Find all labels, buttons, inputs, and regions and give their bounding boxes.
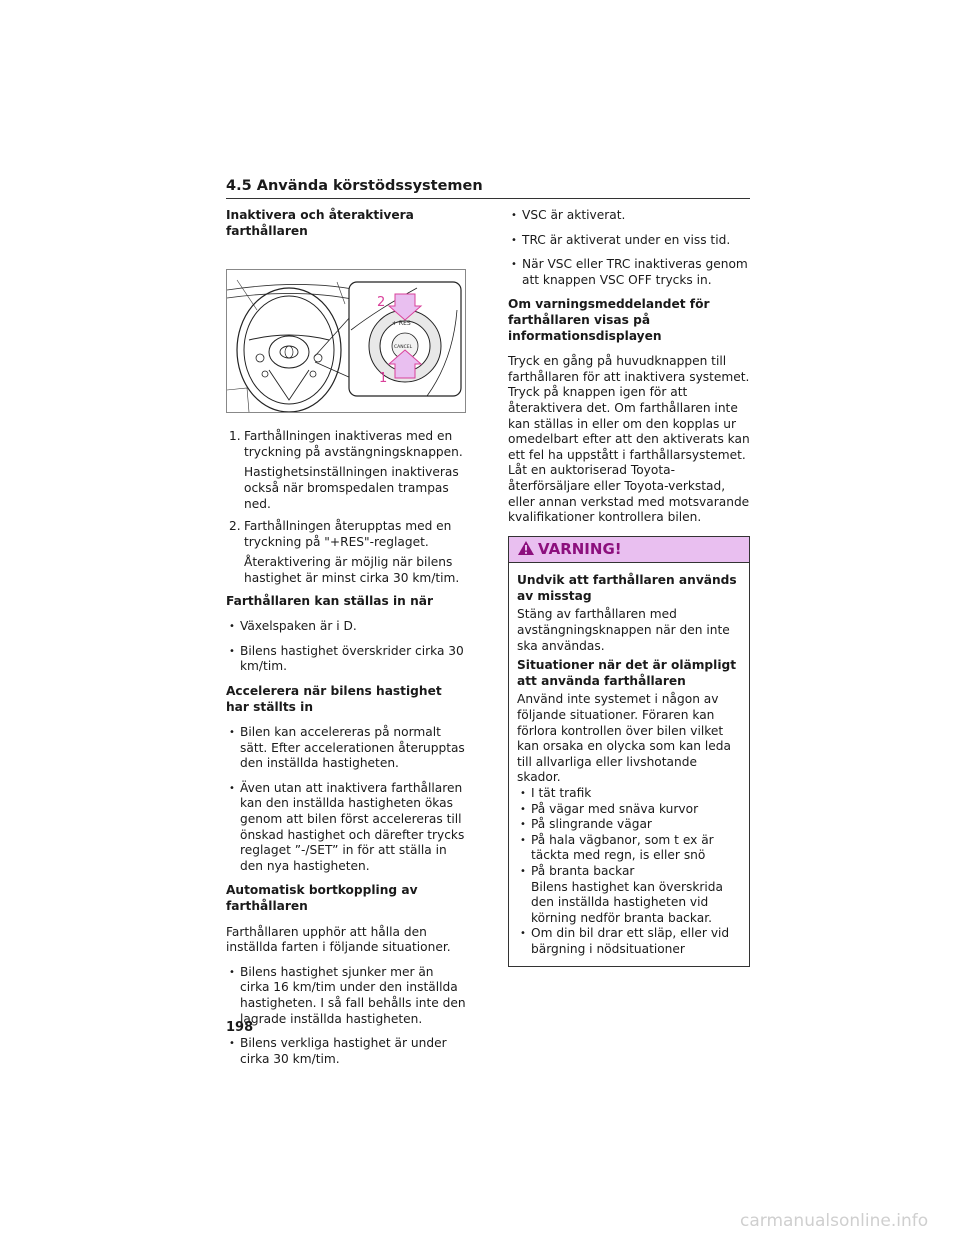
- step-note: Återaktivering är möjlig när bilens hastighet är minst cirka 30 km/tim.: [244, 555, 460, 585]
- step-text: Farthållningen inaktiveras med en tryckning på avstängningsknappen.: [244, 429, 463, 459]
- right-column: [508, 208, 750, 967]
- list-item: • På vägar med snäva kurvor: [517, 802, 741, 818]
- callout-2: 2: [377, 295, 386, 311]
- callout-1: 1: [379, 371, 388, 387]
- list-item: • När VSC eller TRC inaktiveras genom att knappen VSC OFF trycks in.: [508, 257, 750, 288]
- heading-warning-message: Om varningsmeddelandet för farthållaren visas på informationsdisplayen: [508, 297, 710, 343]
- heading-auto-disengage: Automatisk bortkoppling av farthållaren: [226, 883, 418, 914]
- step-note: Hastighetsinställningen inaktiveras också när bromspedalen trampas ned.: [244, 465, 459, 511]
- list-item: • I tät trafik: [517, 786, 741, 802]
- warning-body: [509, 563, 749, 965]
- step-number: 1.: [229, 429, 241, 444]
- warning-text-2: Använd inte systemet i någon av följande situationer. Föraren kan förlora kontrollen över bilen vilket kan orsaka en olycka som kan leda till allvarliga eller livshotande skador.: [517, 692, 731, 785]
- warning-heading-1: Undvik att farthållaren används av misstag: [517, 573, 737, 603]
- warning-text-1: Stäng av farthållaren med avstängningsknappen när den inte ska användas.: [517, 607, 730, 653]
- step-1: [226, 429, 466, 460]
- list-item: • På hala vägbanor, som t ex är täckta med regn, is eller snö: [517, 833, 741, 864]
- auto-intro: Farthållaren upphör att hålla den inställda farten i följande situationer.: [226, 924, 451, 955]
- list-item: • Bilen kan accelereras på normalt sätt. Efter accelerationen återupptas den inställda hastigheten.: [226, 725, 466, 772]
- list-item: • Bilens hastighet överskrider cirka 30 km/tim.: [226, 644, 466, 675]
- heading-disable: Inaktivera och återaktivera farthållaren: [226, 208, 414, 238]
- page-number: 198: [226, 1020, 254, 1035]
- list-item: • Även utan att inaktivera farthållaren kan den inställda hastigheten ökas genom att bilen först accelereras till önskad hastighet och därefter trycks reglaget ”-/SET” in för att ställa in den nya hastigheten.: [226, 781, 466, 875]
- steering-wheel-figure: [226, 269, 466, 413]
- steep-note: Bilens hastighet kan överskrida den inställda hastigheten vid körning nedför branta backar.: [531, 879, 723, 925]
- warning-title-bar: [509, 537, 749, 564]
- list-item: • TRC är aktiverat under en viss tid.: [508, 233, 750, 249]
- list-item: • Bilens verkliga hastighet är under cirka 30 km/tim.: [226, 1036, 466, 1067]
- warning-heading-2: Situationer när det är olämpligt att använda farthållaren: [517, 658, 737, 688]
- watermark: carmanualsonline.info: [740, 1211, 929, 1231]
- warning-box: [508, 536, 750, 967]
- warning-title: VARNING!: [538, 539, 622, 558]
- warning-message-text: Tryck en gång på huvudknappen till farthållaren för att inaktivera systemet. Tryck på knappen igen för att återaktivera det. Om farthållaren inte kan ställas in eller om den kopplas ur omedelbart efter att den aktiverats kan ett fel ha uppstått i farthållarsystemet. Låt en auktoriserad Toyota-återförsäljare eller Toyota-verkstad, eller annan verkstad med motsvarande kvalifikationer kontrollera bilen.: [508, 354, 750, 525]
- left-column: [226, 208, 466, 1076]
- list-item: • På slingrande vägar: [517, 817, 741, 833]
- cancel-label: CANCEL: [394, 345, 413, 351]
- heading-set-conditions: Farthållaren kan ställas in när: [226, 593, 433, 608]
- list-item: • Om din bil drar ett släp, eller vid bärgning i nödsituationer: [517, 926, 741, 957]
- step-text: Farthållningen återupptas med en tryckning på "+RES"-reglaget.: [244, 519, 452, 549]
- section-header: 4.5 Använda körstödssystemen: [226, 178, 750, 199]
- step-number: 2.: [229, 519, 241, 534]
- list-item: • Bilens hastighet sjunker mer än cirka 16 km/tim under den inställda hastigheten. I så fall behålls inte den lagrade inställda hastigheten.: [226, 965, 466, 1027]
- warning-triangle-icon: [517, 540, 535, 560]
- list-item: • VSC är aktiverat.: [508, 208, 750, 224]
- res-label: + RES: [392, 320, 411, 328]
- heading-accelerate: Accelerera när bilens hastighet har ställts in: [226, 683, 442, 714]
- list-item: • På branta backar: [517, 864, 741, 880]
- list-item: • Växelspaken är i D.: [226, 619, 466, 635]
- step-2: [226, 519, 466, 550]
- figure-illustration: [227, 270, 465, 412]
